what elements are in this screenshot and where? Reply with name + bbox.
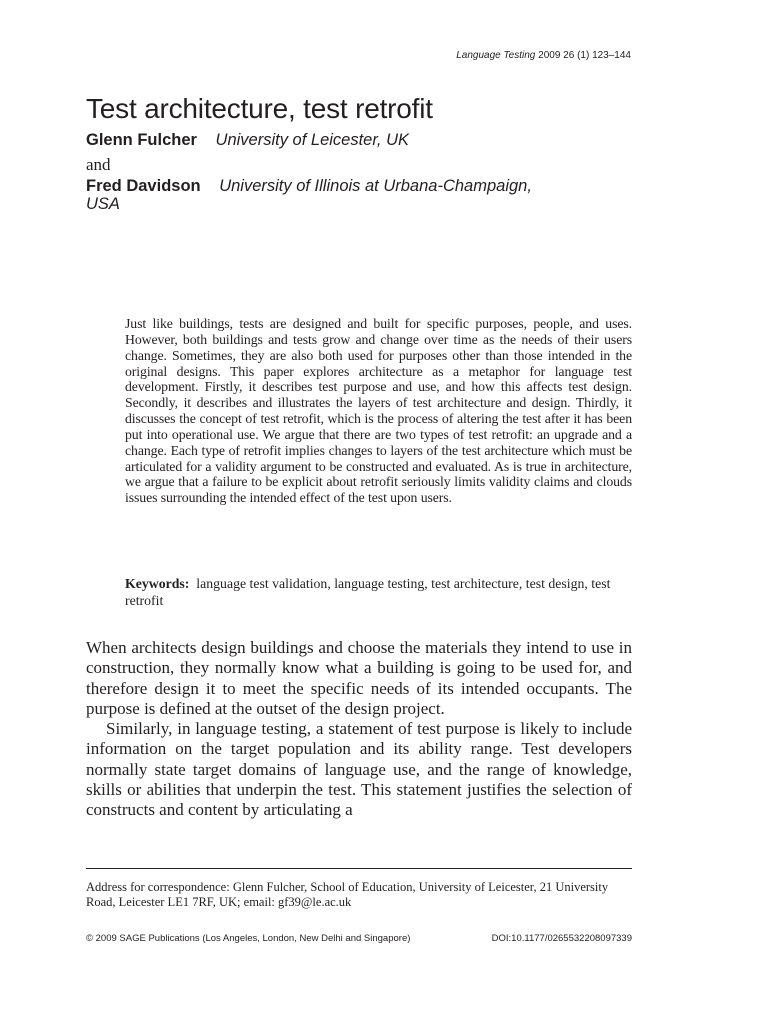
body-paragraph: Similarly, in language testing, a statement of test purpose is likely to include information on the target population and its ability range. Test developers normally state target domains of language use, and the range of knowledge, skills or abilities that underpin the test. This statement justifies the selection of constructs and content by articulating a [86, 719, 632, 820]
keywords [125, 575, 632, 609]
journal-citation: 2009 26 (1) 123–144 [535, 50, 631, 61]
author-affiliation: University of Leicester, UK [215, 131, 410, 149]
author-conjunction: and [86, 155, 111, 174]
abstract: Just like buildings, tests are designed and built for specific purposes, people, and uses. However, both buildings and tests grow and change over time as the needs of their users change. Sometimes, they are also both used for purposes other than those intended in the original designs. This paper explores architecture as a metaphor for language test development. Firstly, it describes test purpose and use, and how this affects test design. Secondly, it describes and illustrates the layers of test architecture and design. Thirdly, it discusses the concept of test retrofit, which is the process of altering the test after it has been put into operational use. We argue that there are two types of test retrofit: an upgrade and a change. Each type of retrofit implies changes to layers of the test architecture which must be articulated for a validity argument to be constructed and evaluated. As is true in architecture, we argue that a failure to be explicit about retrofit seriously limits validity claims and clouds issues surrounding the intended effect of the test upon users. [125, 316, 632, 506]
correspondence-address: Address for correspondence: Glenn Fulcher, School of Education, University of Leicester, 21 University Road, Leicester LE1 7RF, UK; email: gf39@le.ac.uk [86, 880, 609, 909]
journal-name: Language Testing [456, 50, 536, 61]
author-line-2 [86, 177, 532, 196]
author-line-1 [86, 131, 409, 150]
author-name: Fred Davidson [86, 177, 201, 195]
copyright-footer [86, 933, 632, 944]
article-title: Test architecture, test retrofit [86, 93, 433, 124]
author-affiliation-continued: USA [86, 195, 120, 213]
copyright-text: © 2009 SAGE Publications (Los Angeles, London, New Delhi and Singapore) [86, 933, 411, 944]
body-paragraph: When architects design buildings and choose the materials they intend to use in construction, they normally know what a building is going to be used for, and therefore design it to meet the specific needs of its intended occupants. The purpose is defined at the outset of the design project. [86, 638, 632, 718]
keywords-text: language test validation, language testing, test architecture, test design, test retrofit [125, 576, 611, 608]
doi-text: DOI:10.1177/0265532208097339 [491, 933, 632, 944]
footnote-divider [86, 868, 632, 869]
running-head [456, 50, 631, 61]
keywords-label: Keywords: [125, 576, 190, 591]
body-text [86, 638, 632, 821]
author-affiliation: University of Illinois at Urbana-Champaign, [219, 177, 532, 195]
author-name: Glenn Fulcher [86, 131, 197, 149]
